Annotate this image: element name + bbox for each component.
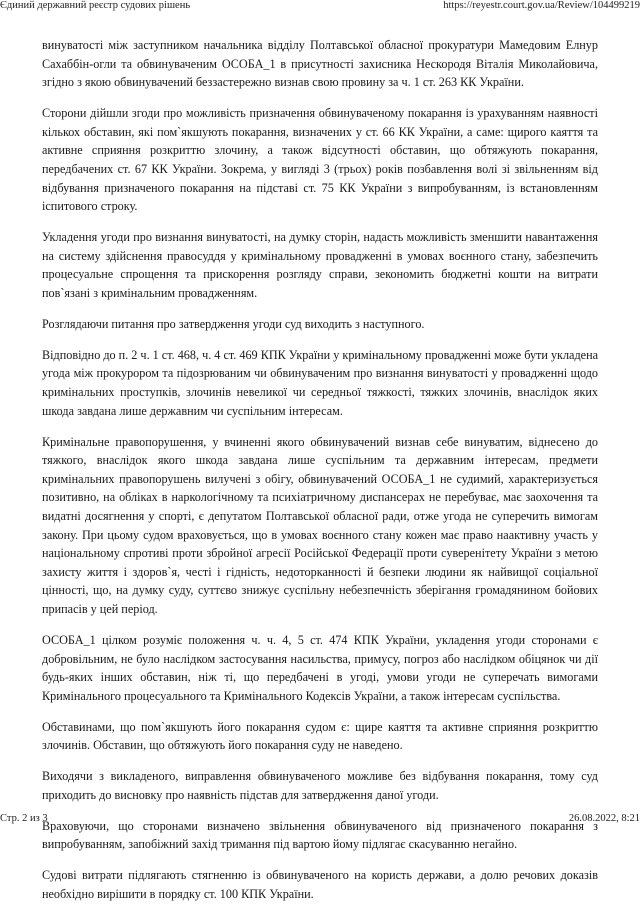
paragraph: Укладення угоди про визнання винуватості, на думку сторін, надасть можливість зменшити навантаження на систему здійснення правосуддя у кримінальному провадженні в умовах воєнного стану, забезпечить процесуальне спрощення та прискорення розгляду справи, зекономить бюджетні кошти на витрати пов`язані з кримінальним провадженням. (42, 230, 598, 300)
paragraph: винуватості між заступником начальника відділу Полтавської обласної прокуратури Мамедовим Елнур Сахаббін-огли та обвинуваченим ОСОБА_1 в присутності захисника Нескородя Віталія Миколайовича, згідно з якою обвинувачений беззастережно визнав свою провину за ч. 1 ст. 263 КК України. (42, 38, 598, 90)
paragraph: Сторони дійшли згоди про можливість призначення обвинуваченому покарання із урахуванням наявності кількох обставин, які пом`якшують покарання, визначених у ст. 66 КК України, а саме: щирого каяття та активне сприяння розкриттю злочину, а також відсутності обставин, що обтяжують покарання, передбачених ст. 67 КК України. Зокрема, у вигляді 3 (трьох) років позбавлення волі зі звільненням від відбування призначеного покарання на підставі ст. 75 КК України з випробуванням, із встановленням іспитового строку. (42, 106, 598, 214)
page-url: https://reyestr.court.gov.ua/Review/104499219 (443, 0, 640, 11)
paragraph: Враховуючи, що сторонами визначено звільнення обвинуваченого від призначеного покарання з випробуванням, запобіжний захід тримання під вартою йому підлягає скасуванню негайно. (42, 818, 598, 852)
site-title: Єдиний державний реєстр судових рішень (0, 0, 191, 11)
paragraph: Відповідно до п. 2 ч. 1 ст. 468, ч. 4 ст. 469 КПК України у кримінальному провадженні може бути укладена угода між прокурором та підозрюваним чи обвинуваченим про визнання винуватості у провадженні щодо кримінальних проступків, злочинів невеликої чи середньої тяжкості, тяжких злочинів, внаслідок яких шкода завдана лише державним чи суспільним інтересам. (42, 347, 598, 418)
page-number: Стр. 2 из 3 (0, 813, 48, 824)
paragraph: Виходячи з викладеного, виправлення обвинуваченого можливе без відбування покарання, тому суд приходить до висновку про наявність підстав для затвердження даної угоди. (42, 769, 598, 802)
paragraph: Кримінальне правопорушення, у вчиненні якого обвинувачений визнав себе винуватим, віднесено до тяжкого, внаслідок якого шкода завдана лише суспільним та державним інтересам, предмети кримінальних правопорушень вилучені з обігу, обвинувачений ОСОБА_1 не судимий, характеризується позитивно, на обліках в наркологічному та психіатричному диспансерах не перебуває, має заохочення та видатні досягнення у спорті, є депутатом Полтавської обласної ради, отже угода не суперечить вимогам закону. При цьому судом враховується, що в умовах воєнного стану кожен має право наактивну участь у національному спротиві проти збройної агресії Російської Федерації проти суверенітету України з метою захисту життя і здоров`я, честі і гідність, недоторканності й безпеки людини як найвищої соціальної цінності, що, на думку суду, суттєво знижує суспільну небезпечність зберігання громадянином бойових припасів у цей період. (42, 434, 598, 616)
print-footer (0, 813, 640, 827)
paragraph: Розглядаючи питання про затвердження угоди суд виходить з наступного. (42, 316, 425, 331)
document-body (42, 36, 598, 916)
paragraph: Обставинами, що пом`якшують його покарання судом є: щире каяття та активне сприяння розкриттю злочинів. Обставин, що обтяжують його покарання суду не наведено. (42, 719, 598, 753)
paragraph: Судові витрати підлягають стягненню із обвинуваченого на користь держави, а долю речових доказів необхідно вирішити в порядку ст. 100 КПК України. (42, 868, 598, 902)
print-datetime: 26.08.2022, 8:21 (568, 813, 640, 824)
paragraph: ОСОБА_1 цілком розуміє положення ч. ч. 4, 5 ст. 474 КПК України, укладення угоди сторонами є добровільним, не було наслідком застосування насильства, примусу, погроз або наслідком обіцянок чи дії будь-яких інших обставин, ніж ті, що передбачені в угоді, умови угоди не суперечать вимогами Кримінального процесуального та Кримінального Кодексів України, а також інтересам суспільства. (42, 632, 598, 703)
print-header (0, 0, 640, 14)
